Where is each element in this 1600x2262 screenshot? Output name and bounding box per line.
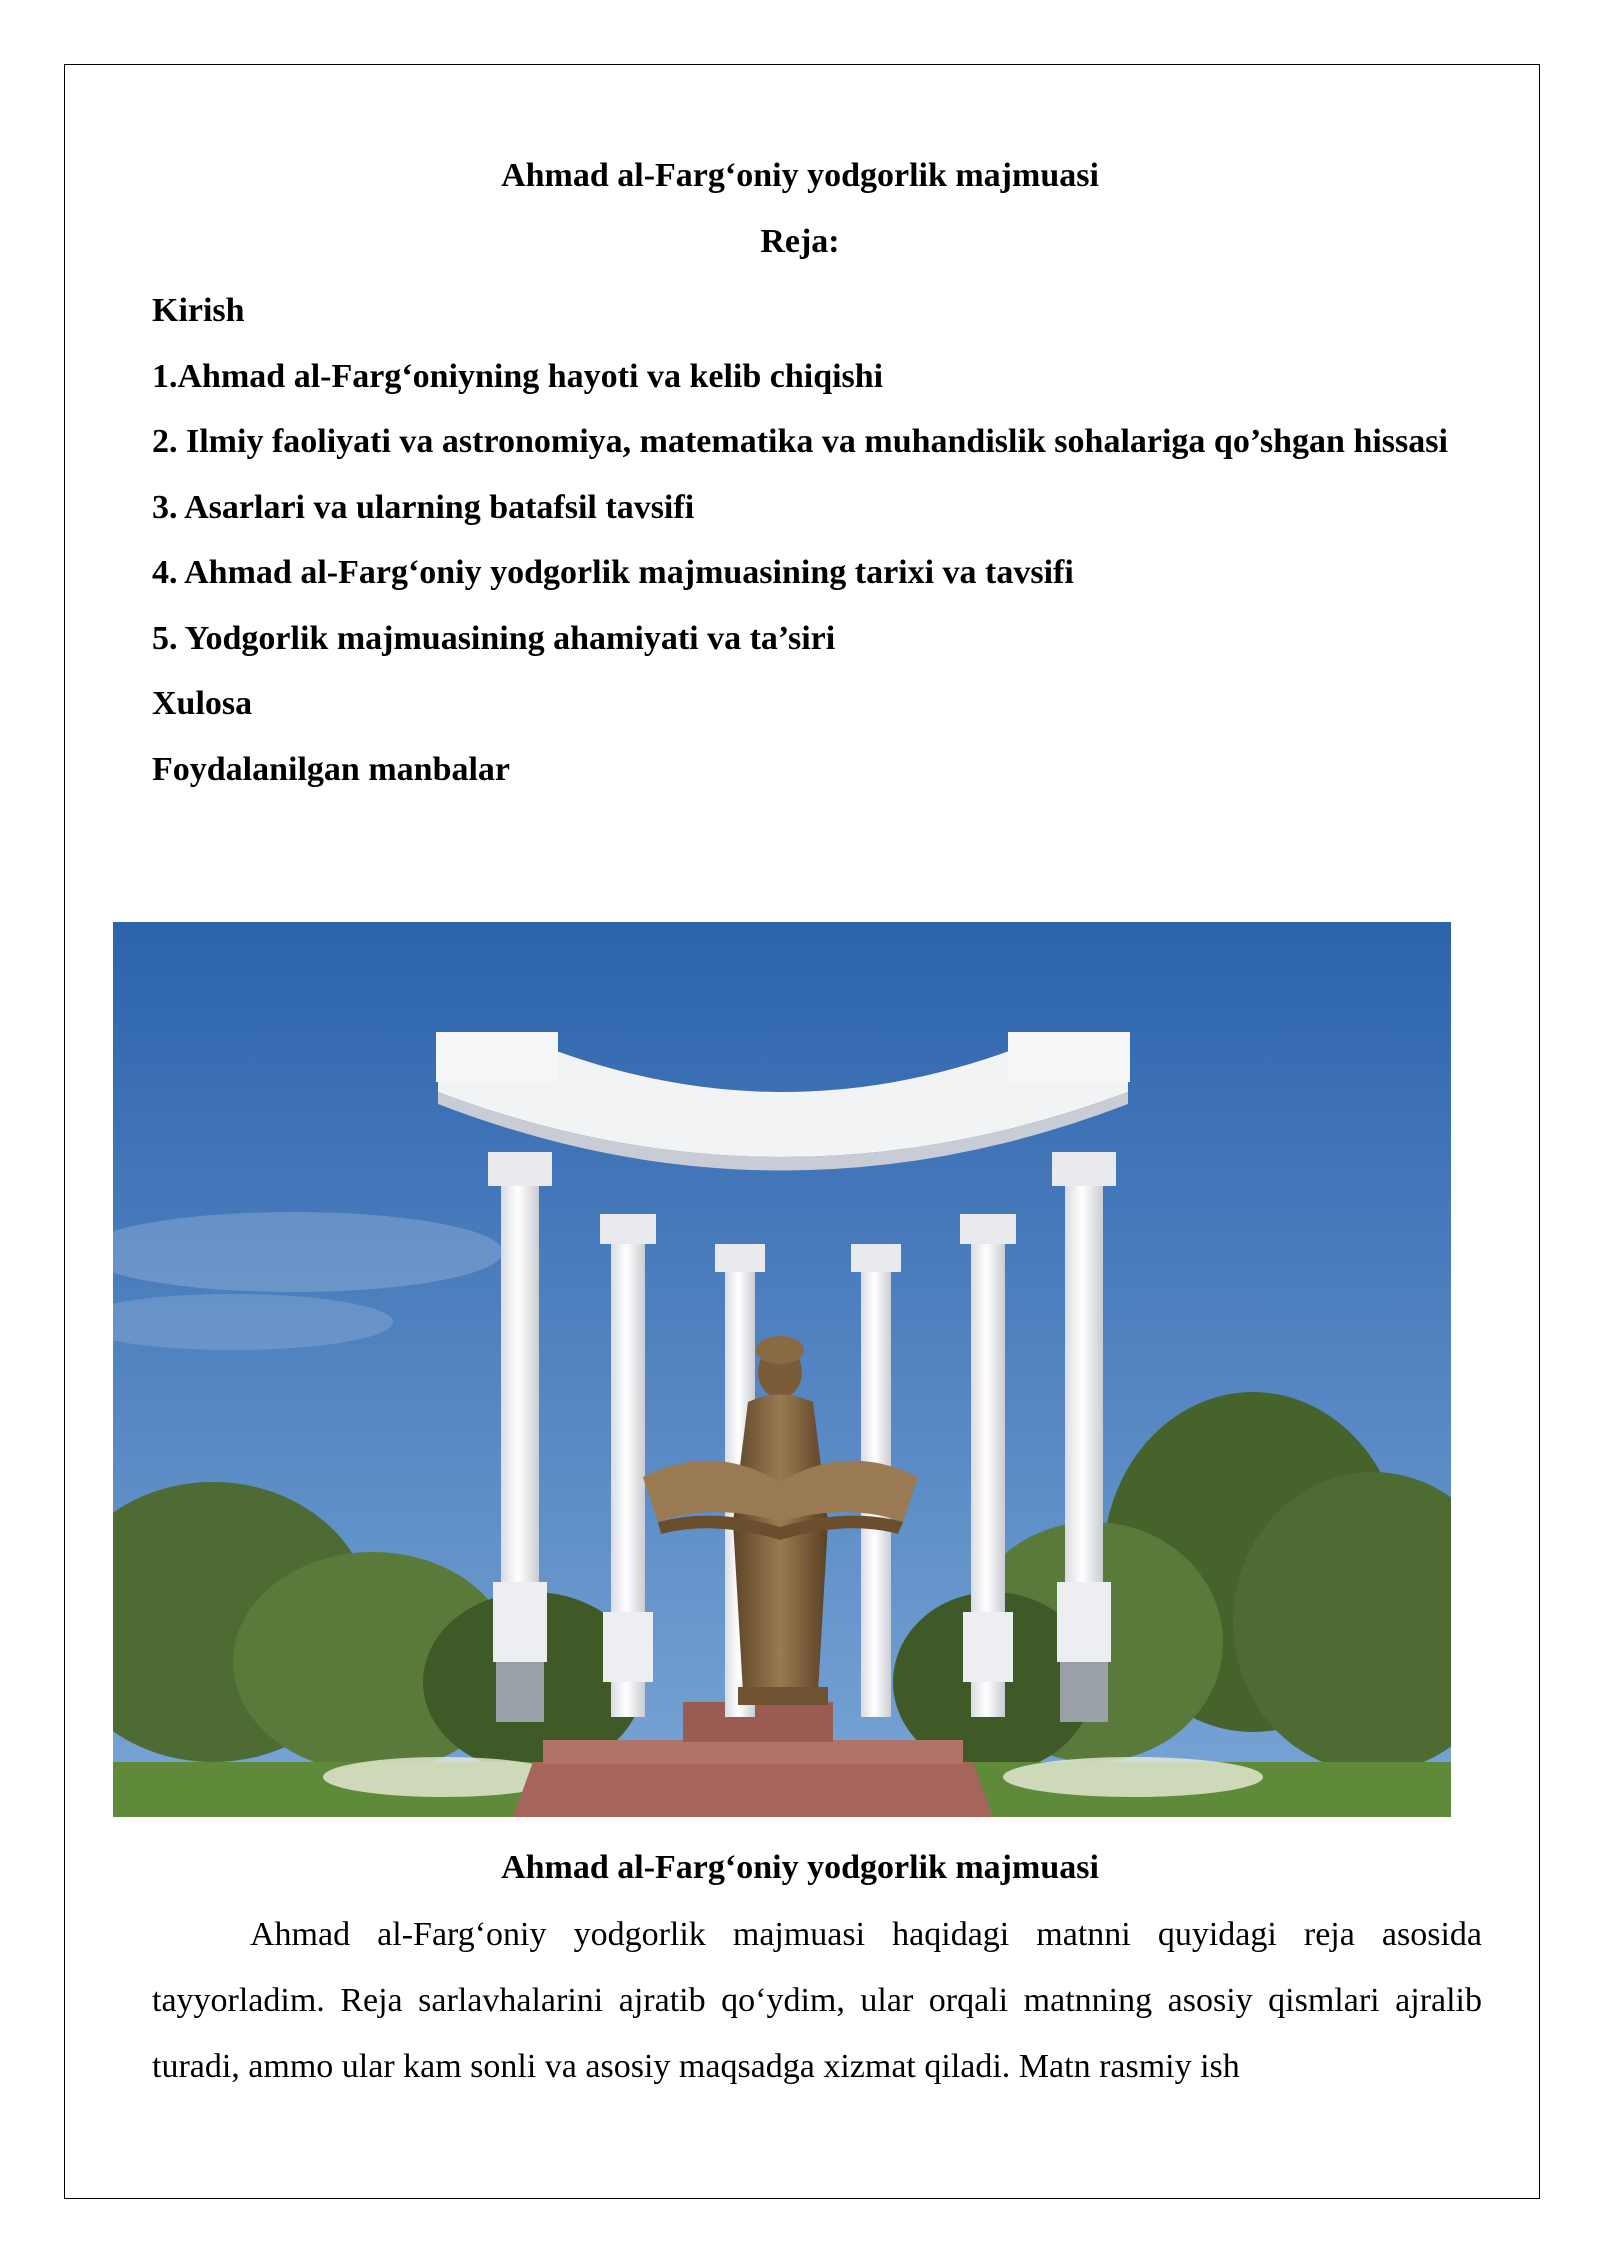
plan-item-conclusion: Xulosa — [152, 685, 253, 722]
plan-heading: Reja: — [760, 223, 840, 260]
plan-item-1: 1.Ahmad al-Farg‘oniyning hayoti va kelib chiqishi — [152, 357, 884, 395]
image-caption: Ahmad al-Farg‘oniy yodgorlik majmuasi — [501, 1849, 1099, 1886]
document-title: Ahmad al-Farg‘oniy yodgorlik majmuasi — [501, 157, 1099, 194]
monument-photo — [113, 922, 1451, 1817]
plan-item-sources: Foydalanilgan manbalar — [152, 750, 511, 788]
plan-item-5: 5. Yodgorlik majmuasining ahamiyati va ta’siri — [152, 619, 836, 657]
plan-item-3: 3. Asarlari va ularning batafsil tavsifi — [152, 488, 695, 526]
plan-list — [152, 278, 1482, 802]
plan-item-intro: Kirish — [152, 292, 245, 329]
plan-item-4: 4. Ahmad al-Farg‘oniy yodgorlik majmuasining tarixi va tavsifi — [152, 554, 1074, 591]
plan-item-2: 2. Ilmiy faoliyati va astronomiya, matematika va muhandislik sohalariga qo’shgan hissasi — [152, 423, 1448, 460]
body-paragraph: Ahmad al-Farg‘oniy yodgorlik majmuasi haqidagi matnni quyidagi reja asosida tayyorladim. Reja sarlavhalarini ajratib qo‘ydim, ular orqali matnning asosiy qismlari ajralib turadi, ammo ular kam sonli va asosiy maqsadga xizmat qiladi. Matn rasmiy ish — [152, 1916, 1482, 2085]
